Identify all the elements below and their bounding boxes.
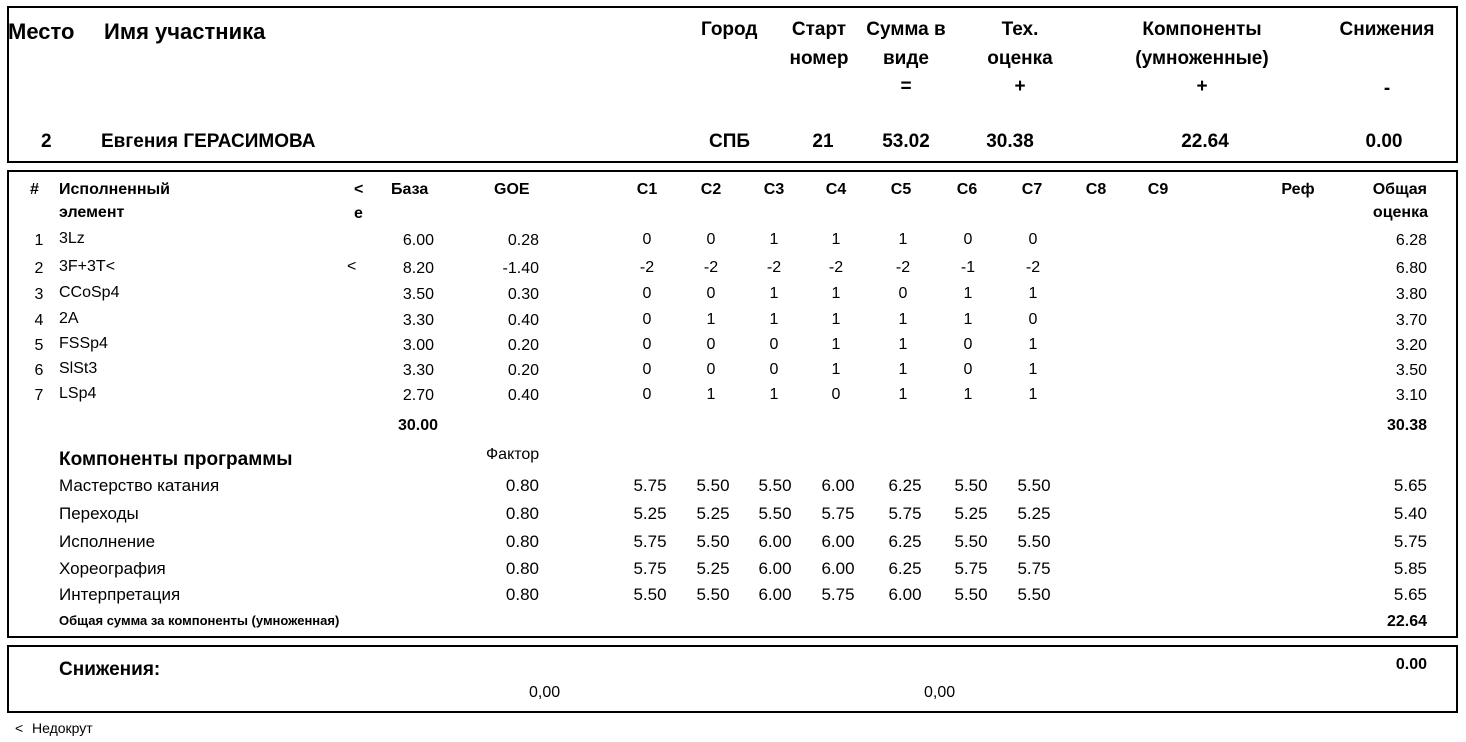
legend-symbol: < (15, 720, 24, 736)
element-judge-score: 1 (898, 336, 908, 353)
skater-pcs: 22.64 (1181, 131, 1229, 152)
component-name: Переходы (59, 504, 139, 523)
components-title: Компоненты программы (59, 449, 293, 470)
element-base: 8.20 (402, 260, 434, 277)
element-judge-score: 1 (898, 231, 908, 248)
factor-header: Фактор (486, 446, 540, 463)
component-judge-score: 6.00 (821, 476, 855, 495)
tech-header-1: Тех. (1001, 19, 1039, 40)
element-total-score: 3.50 (1395, 362, 1427, 379)
col-num-header: # (30, 181, 39, 198)
element-judge-score: 0 (706, 285, 716, 302)
element-number: 4 (34, 312, 44, 329)
col-total-header-2: оценка (1372, 204, 1428, 221)
start-header-2: номер (789, 48, 849, 69)
element-judge-score: 0 (706, 336, 716, 353)
component-judge-score: 5.25 (954, 504, 988, 523)
element-judge-score: 1 (898, 386, 908, 403)
element-total-score: 3.80 (1395, 286, 1427, 303)
skater-tes: 30.38 (986, 131, 1034, 152)
element-goe: 0.30 (507, 286, 539, 303)
component-judge-score: 5.75 (954, 559, 988, 578)
component-score: 5.65 (1393, 585, 1427, 604)
deductions-label: Снижения: (59, 659, 161, 680)
component-judge-score: 6.25 (888, 532, 922, 551)
component-name: Исполнение (59, 532, 156, 551)
legend-text: Недокрут (32, 720, 93, 736)
element-judge-score: 1 (963, 386, 973, 403)
element-judge-score: 1 (1028, 336, 1038, 353)
comp-sign: + (1196, 76, 1208, 97)
element-judge-score: 0 (1028, 311, 1038, 328)
element-judge-score: 1 (898, 311, 908, 328)
col-judge-5-header: C5 (890, 181, 912, 198)
component-judge-score: 5.25 (633, 504, 667, 523)
component-judge-score: 6.00 (821, 532, 855, 551)
element-judge-score: -2 (895, 259, 911, 276)
start-header-1: Старт (791, 19, 847, 40)
element-judge-score: 0 (963, 231, 973, 248)
element-goe: 0.20 (507, 362, 539, 379)
element-goe: 0.40 (507, 312, 539, 329)
component-score: 5.75 (1393, 532, 1427, 551)
skater-name: Евгения ГЕРАСИМОВА (101, 131, 316, 152)
element-judge-score: 1 (898, 361, 908, 378)
element-number: 3 (34, 286, 44, 303)
ded-header: Снижения (1339, 19, 1435, 40)
place-header: Место (8, 19, 75, 44)
col-judge-9-header: C9 (1147, 181, 1169, 198)
component-judge-score: 5.50 (696, 476, 730, 495)
col-judge-3-header: C3 (763, 181, 785, 198)
element-judge-score: 0 (642, 285, 652, 302)
tech-header-2: оценка (987, 48, 1053, 69)
col-ref-header: Реф (1281, 181, 1315, 198)
component-judge-score: 5.75 (821, 585, 855, 604)
col-judge-6-header: C6 (956, 181, 978, 198)
element-name: FSSp4 (59, 335, 108, 352)
col-judge-8-header: C8 (1085, 181, 1107, 198)
component-judge-score: 5.25 (1017, 504, 1051, 523)
element-judge-score: 0 (642, 311, 652, 328)
element-number: 2 (34, 260, 44, 277)
element-total-score: 3.20 (1395, 337, 1427, 354)
element-judge-score: 0 (642, 231, 652, 248)
component-judge-score: 5.75 (888, 504, 922, 523)
element-number: 6 (34, 362, 44, 379)
skater-city: СПБ (709, 131, 751, 152)
component-judge-score: 5.25 (696, 504, 730, 523)
skater-deductions: 0.00 (1365, 131, 1403, 152)
comp-header-1: Компоненты (1142, 19, 1262, 40)
city-header: Город (701, 19, 758, 40)
component-judge-score: 5.75 (633, 476, 667, 495)
element-judge-score: 0 (831, 386, 841, 403)
component-judge-score: 5.50 (954, 476, 988, 495)
component-judge-score: 6.25 (888, 476, 922, 495)
element-judge-score: 0 (963, 336, 973, 353)
element-judge-score: -1 (960, 259, 976, 276)
element-base: 3.30 (402, 312, 434, 329)
element-judge-score: 0 (898, 285, 908, 302)
element-judge-score: 1 (831, 311, 841, 328)
component-judge-score: 5.50 (1017, 532, 1051, 551)
element-total-score: 3.70 (1395, 312, 1427, 329)
component-judge-score: 5.50 (954, 532, 988, 551)
element-judge-score: -2 (828, 259, 844, 276)
element-judge-score: 1 (831, 336, 841, 353)
component-factor: 0.80 (505, 585, 539, 604)
element-judge-score: 1 (769, 231, 779, 248)
col-info-header-2: e (354, 205, 363, 222)
component-score: 5.85 (1393, 559, 1427, 578)
components-total-label: Общая сумма за компоненты (умноженная) (59, 613, 340, 628)
element-judge-score: 1 (769, 285, 779, 302)
element-judge-score: 1 (1028, 361, 1038, 378)
component-judge-score: 5.75 (821, 504, 855, 523)
col-judge-1-header: C1 (636, 181, 658, 198)
element-judge-score: 1 (706, 386, 716, 403)
element-judge-score: 0 (769, 336, 779, 353)
col-judge-2-header: C2 (700, 181, 722, 198)
component-judge-score: 5.75 (1017, 559, 1051, 578)
component-judge-score: 5.50 (1017, 585, 1051, 604)
col-element-header-2: элемент (59, 204, 125, 221)
deductions-total: 0.00 (1395, 656, 1427, 673)
skater-place: 2 (41, 131, 52, 152)
deductions-box (7, 645, 1458, 713)
element-name: 3Lz (59, 230, 85, 247)
component-judge-score: 6.25 (888, 559, 922, 578)
element-judge-score: 1 (769, 311, 779, 328)
element-info: < (347, 258, 357, 275)
element-judge-score: 0 (642, 386, 652, 403)
element-base: 3.50 (402, 286, 434, 303)
col-base-header: База (391, 181, 429, 198)
component-judge-score: 5.50 (758, 476, 792, 495)
element-judge-score: 0 (642, 361, 652, 378)
element-base: 3.30 (402, 362, 434, 379)
element-judge-score: 0 (1028, 231, 1038, 248)
component-judge-score: 5.50 (954, 585, 988, 604)
element-goe: 0.20 (507, 337, 539, 354)
element-name: LSp4 (59, 385, 97, 402)
deduction-value-2: 0,00 (924, 684, 956, 701)
element-judge-score: 0 (706, 231, 716, 248)
component-name: Мастерство катания (59, 476, 220, 495)
col-judge-4-header: C4 (825, 181, 847, 198)
component-judge-score: 5.50 (696, 532, 730, 551)
element-judge-score: 1 (769, 386, 779, 403)
component-name: Хореография (59, 559, 166, 578)
element-number: 7 (34, 387, 44, 404)
element-number: 1 (34, 232, 44, 249)
col-judge-7-header: C7 (1021, 181, 1043, 198)
element-judge-score: -2 (1025, 259, 1041, 276)
element-total-score: 6.28 (1395, 232, 1427, 249)
col-info-header-1: < (354, 181, 364, 198)
element-base: 6.00 (402, 232, 434, 249)
element-total-score: 6.80 (1395, 260, 1427, 277)
element-judge-score: -2 (766, 259, 782, 276)
element-judge-score: 0 (769, 361, 779, 378)
elements-base-total: 30.00 (397, 417, 438, 434)
component-judge-score: 5.75 (633, 559, 667, 578)
element-number: 5 (34, 337, 44, 354)
element-judge-score: 1 (706, 311, 716, 328)
skater-start-number: 21 (812, 131, 834, 152)
component-judge-score: 5.25 (696, 559, 730, 578)
element-judge-score: 1 (831, 231, 841, 248)
element-base: 3.00 (402, 337, 434, 354)
deduction-value-1: 0,00 (529, 684, 561, 701)
element-judge-score: 0 (706, 361, 716, 378)
component-factor: 0.80 (505, 559, 539, 578)
name-header: Имя участника (104, 19, 266, 44)
component-judge-score: 5.50 (633, 585, 667, 604)
component-judge-score: 6.00 (888, 585, 922, 604)
element-goe: -1.40 (502, 260, 539, 277)
element-judge-score: 1 (831, 361, 841, 378)
component-judge-score: 6.00 (758, 559, 792, 578)
component-judge-score: 6.00 (821, 559, 855, 578)
component-judge-score: 5.50 (696, 585, 730, 604)
element-judge-score: -2 (703, 259, 719, 276)
component-score: 5.65 (1393, 476, 1427, 495)
element-judge-score: 1 (963, 285, 973, 302)
skater-total: 53.02 (882, 131, 930, 152)
component-score: 5.40 (1393, 504, 1427, 523)
element-base: 2.70 (402, 387, 434, 404)
element-judge-score: 1 (963, 311, 973, 328)
component-judge-score: 5.50 (1017, 476, 1051, 495)
element-goe: 0.28 (507, 232, 539, 249)
element-total-score: 3.10 (1395, 387, 1427, 404)
component-factor: 0.80 (505, 476, 539, 495)
component-name: Интерпретация (59, 585, 181, 604)
col-element-header-1: Исполненный (59, 181, 170, 198)
element-name: SlSt3 (59, 360, 98, 377)
element-judge-score: 1 (831, 285, 841, 302)
tech-sign: + (1014, 76, 1026, 97)
element-judge-score: 1 (1028, 285, 1038, 302)
sum-header-2: виде (883, 48, 929, 69)
element-judge-score: 1 (1028, 386, 1038, 403)
element-name: 2A (59, 310, 79, 327)
element-judge-score: 0 (642, 336, 652, 353)
element-name: 3F+3T< (59, 258, 116, 275)
element-goe: 0.40 (507, 387, 539, 404)
component-judge-score: 6.00 (758, 585, 792, 604)
sum-header-1: Сумма в (866, 19, 946, 40)
component-judge-score: 6.00 (758, 532, 792, 551)
component-factor: 0.80 (505, 504, 539, 523)
component-factor: 0.80 (505, 532, 539, 551)
col-goe-header: GOE (494, 181, 530, 198)
comp-header-2: (умноженные) (1135, 48, 1269, 69)
element-judge-score: -2 (639, 259, 655, 276)
components-total: 22.64 (1386, 613, 1427, 630)
element-judge-score: 0 (963, 361, 973, 378)
element-name: CCoSp4 (59, 284, 120, 301)
sum-sign: = (900, 76, 912, 97)
component-judge-score: 5.75 (633, 532, 667, 551)
component-judge-score: 5.50 (758, 504, 792, 523)
elements-score-total: 30.38 (1386, 417, 1427, 434)
ded-sign: - (1383, 78, 1391, 99)
col-total-header-1: Общая (1372, 181, 1427, 198)
